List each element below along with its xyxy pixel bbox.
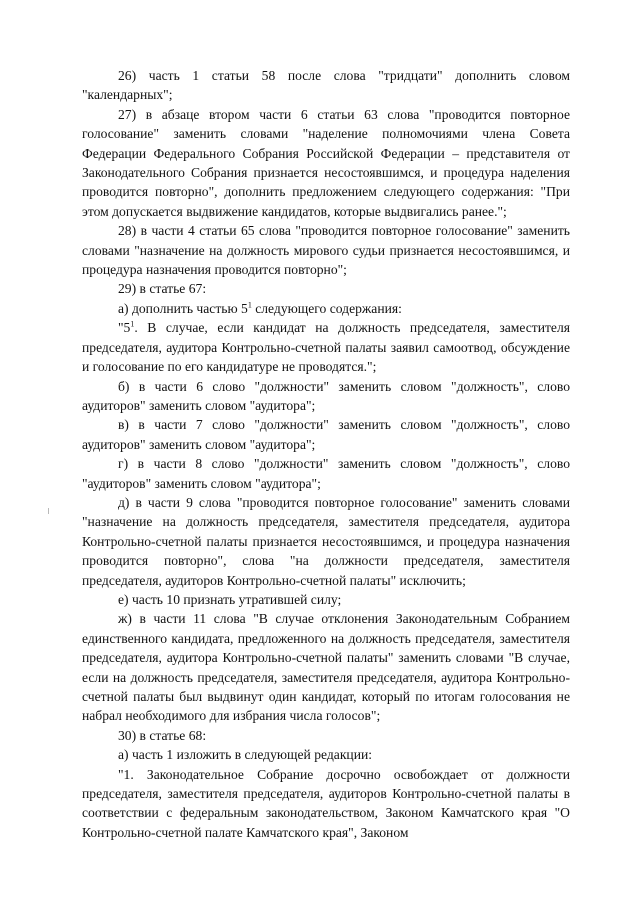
paragraph-29-zh: ж) в части 11 слова "В случае отклонения Законодательным Собранием единственного кандидата, предложенного на должность председателя, заместителя председателя, аудитора Контрольно-счетной палаты" заменить словами "В случае, если на должность председателя, заместителя председателя, аудитора Контрольно-счетной палаты был выдвинут один кандидат, который по итогам голосования не набрал необходимого для избрания числа голосов"; <box>82 611 570 724</box>
paragraph-29-a-tail: следующего содержания: <box>251 300 402 316</box>
paragraph-26: 26) часть 1 статьи 58 после слова "тридцати" дополнить словом "календарных"; <box>82 68 570 103</box>
superscript-one: 1 <box>130 319 135 329</box>
document-page <box>82 66 570 842</box>
paragraph-28: 28) в части 4 статьи 65 слова "проводится повторное голосование" заменить словами "назначение на должность мирового судьи признается несостоявшимся, и процедура назначения проводится повторно"; <box>82 223 570 278</box>
paragraph-29-g: г) в части 8 слово "должности" заменить словом "должность", слово "аудиторов" заменить словом "аудитора"; <box>82 456 570 491</box>
paragraph-29: 29) в статье 67: <box>118 281 207 297</box>
paragraph-30-a: а) часть 1 изложить в следующей редакции: <box>118 747 373 763</box>
paragraph-29-e: е) часть 10 признать утратившей силу; <box>118 591 342 607</box>
paragraph-30-part-1: "1. Законодательное Собрание досрочно освобождает от должности председателя, заместителя председателя, аудиторов Контрольно-счетной палаты в соответствии с федеральным законодательством, Законом Камчатского края "О Контрольно-счетной палате Камчатского края", Законом <box>82 766 570 840</box>
paragraph-29-a <box>82 299 570 318</box>
paragraph-30: 30) в статье 68: <box>118 727 207 743</box>
paragraph-part-5-1 <box>82 318 570 376</box>
paragraph-29-a-text: а) дополнить частью 5 <box>118 300 248 316</box>
superscript-one: 1 <box>247 300 252 310</box>
paragraph-29-b: б) в части 6 слово "должности" заменить словом "должность", слово аудиторов" заменить словом "аудитора"; <box>82 378 570 413</box>
paragraph-29-v: в) в части 7 слово "должности" заменить словом "должность", слово аудиторов" заменить словом "аудитора"; <box>82 417 570 452</box>
scan-mark <box>48 508 49 514</box>
part-5-1-text: . В случае, если кандидат на должность председателя, заместителя председателя, аудитора Контрольно-счетной палаты заявил самоотвод, обсуждение и голосование по его кандидатуре не проводятся."; <box>82 320 570 375</box>
paragraph-29-d: д) в части 9 слова "проводится повторное голосование" заменить словами "назначение на должность председателя, заместителя председателя, аудитора Контрольно-счетной палаты признается несостоявшимся, и процедура назначения проводится повторно", слова "на должности председателя, заместителя председателя, аудиторов Контрольно-счетной палаты" исключить; <box>82 494 570 588</box>
part-5-1-number: "5 <box>118 320 131 336</box>
paragraph-27: 27) в абзаце втором части 6 статьи 63 слова "проводится повторное голосование" заменить словами "наделение полномочиями члена Совета Федерации Федерального Собрания Российской Федерации – представителя от Законодательного Собрания признается несостоявшимся, и процедура наделения проводится повторно", дополнить предложением следующего содержания: "При этом допускается выдвижение кандидатов, которые выдвигались ранее."; <box>82 106 570 219</box>
